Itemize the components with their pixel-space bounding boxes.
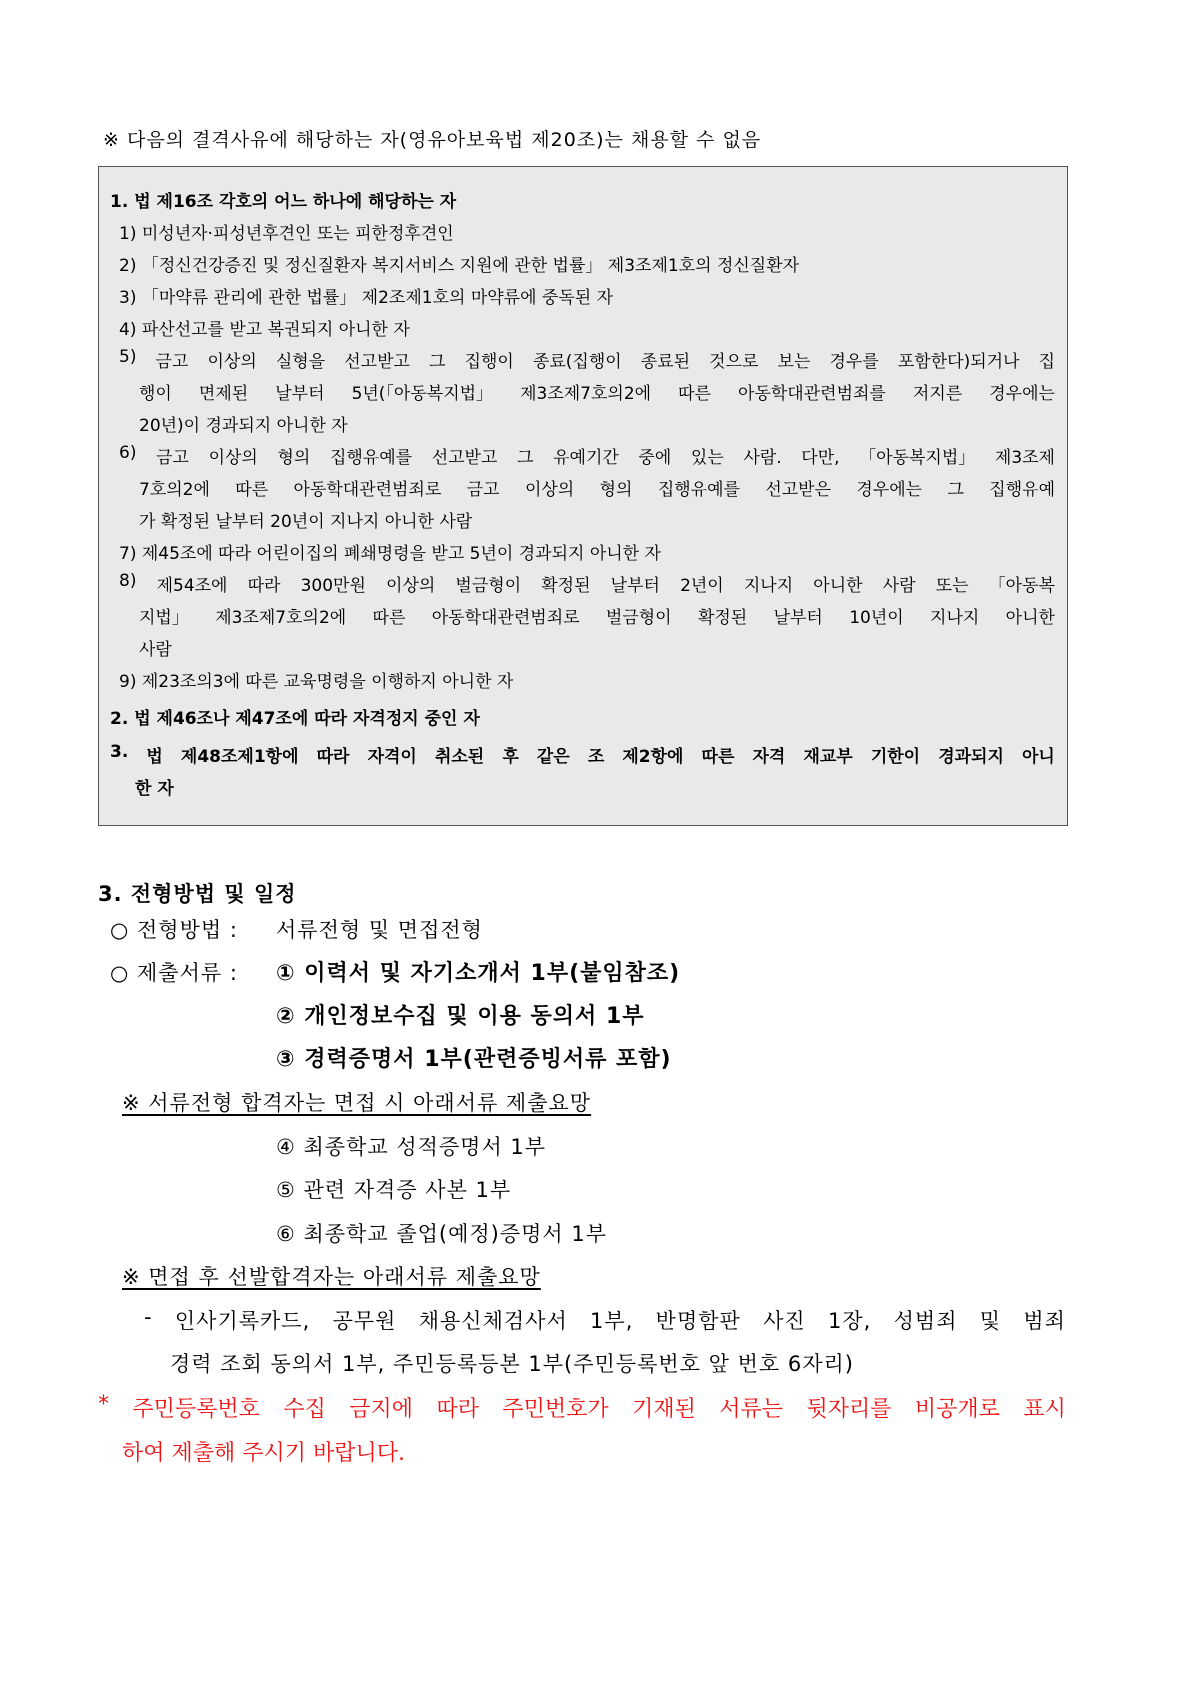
method-label: ○ 전형방법 : (110, 918, 238, 942)
final-docs-line-2: 경력 조회 동의서 1부, 주민등록등본 1부(주민등록번호 앞 번호 6자리) (170, 1352, 854, 1376)
disqualification-box (98, 166, 1068, 826)
sub-item-6-line-3: 가 확정된 날부터 20년이 지나지 아니한 사람 (139, 512, 473, 532)
sub-item-1: 1) 미성년자·피성년후견인 또는 피한정후견인 (119, 224, 454, 244)
disqualification-intro: ※ 다음의 결격사유에 해당하는 자(영유아보육법 제20조)는 채용할 수 없음 (103, 129, 762, 151)
sub-item-3: 3) 「마약류 관리에 관한 법률」 제2조제1호의 마약류에 중독된 자 (119, 288, 614, 308)
resident-number-warning-line-2: 하여 제출해 주시기 바랍니다. (122, 1441, 405, 1466)
sub-item-4: 4) 파산선고를 받고 복권되지 아니한 자 (119, 320, 410, 340)
doc-item-4: ④ 최종학교 성적증명서 1부 (276, 1135, 547, 1159)
item-2: 2. 법 제46조나 제47조에 따라 자격정지 중인 자 (110, 709, 480, 729)
final-docs-line-1: - 인사기록카드, 공무원 채용신체검사서 1부, 반명함판 사진 1장, 성범죄 및 범죄 (144, 1305, 1066, 1333)
method-value: 서류전형 및 면접전형 (276, 918, 483, 942)
sub-item-6-line-1: 6) 금고 이상의 형의 집행유예를 선고받고 그 유예기간 중에 있는 사람. 다만, 「아동복지법」 제3조제 (119, 443, 1055, 468)
sub-item-7: 7) 제45조에 따라 어린이집의 폐쇄명령을 받고 5년이 경과되지 아니한 자 (119, 544, 661, 564)
resident-number-warning-line-1: * 주민등록번호 수집 금지에 따라 주민번호가 기재된 서류는 뒷자리를 비공개로 표시 (98, 1392, 1066, 1422)
item-3-line-2: 한 자 (135, 779, 174, 799)
sub-item-5-line-1: 5) 금고 이상의 실형을 선고받고 그 집행이 종료(집행이 종료된 것으로 보는 경우를 포함한다)되거나 집 (119, 347, 1055, 372)
sub-item-6-line-2: 7호의2에 따른 아동학대관련범죄로 금고 이상의 형의 집행유예를 선고받은 경우에는 그 집행유예 (139, 480, 1055, 500)
section-title: 3. 전형방법 및 일정 (98, 882, 297, 906)
item-3-line-1: 3. 법 제48조제1항에 따라 자격이 취소된 후 같은 조 제2항에 따른 자격 재교부 기한이 경과되지 아니 (110, 742, 1055, 767)
docs-label: ○ 제출서류 : (110, 961, 238, 985)
doc-item-2: ② 개인정보수집 및 이용 동의서 1부 (276, 1004, 645, 1029)
sub-item-8-line-2: 지법」 제3조제7호의2에 따른 아동학대관련범죄로 벌금형이 확정된 날부터 10년이 지나지 아니한 (139, 608, 1055, 628)
sub-item-2: 2) 「정신건강증진 및 정신질환자 복지서비스 지원에 관한 법률」 제3조제1호의 정신질환자 (119, 256, 800, 276)
doc-item-6: ⑥ 최종학교 졸업(예정)증명서 1부 (276, 1222, 608, 1246)
sub-item-5-line-3: 20년)이 경과되지 아니한 자 (139, 416, 348, 436)
sub-item-9: 9) 제23조의3에 따른 교육명령을 이행하지 아니한 자 (119, 672, 514, 692)
doc-item-3: ③ 경력증명서 1부(관련증빙서류 포함) (276, 1047, 672, 1072)
sub-item-5-line-2: 행이 면제된 날부터 5년(「아동복지법」 제3조제7호의2에 따른 아동학대관련범죄를 저지른 경우에는 (139, 384, 1055, 404)
note-final: ※ 면접 후 선발합격자는 아래서류 제출요망 (122, 1265, 541, 1289)
item-1: 1. 법 제16조 각호의 어느 하나에 해당하는 자 (110, 192, 457, 212)
doc-item-1: ① 이력서 및 자기소개서 1부(붙임참조) (276, 961, 681, 986)
sub-item-8-line-1: 8) 제54조에 따라 300만원 이상의 벌금형이 확정된 날부터 2년이 지나지 아니한 사람 또는 「아동복 (119, 571, 1055, 596)
note-screening: ※ 서류전형 합격자는 면접 시 아래서류 제출요망 (122, 1091, 592, 1115)
sub-item-8-line-3: 사람 (139, 640, 172, 660)
doc-item-5: ⑤ 관련 자격증 사본 1부 (276, 1178, 512, 1202)
